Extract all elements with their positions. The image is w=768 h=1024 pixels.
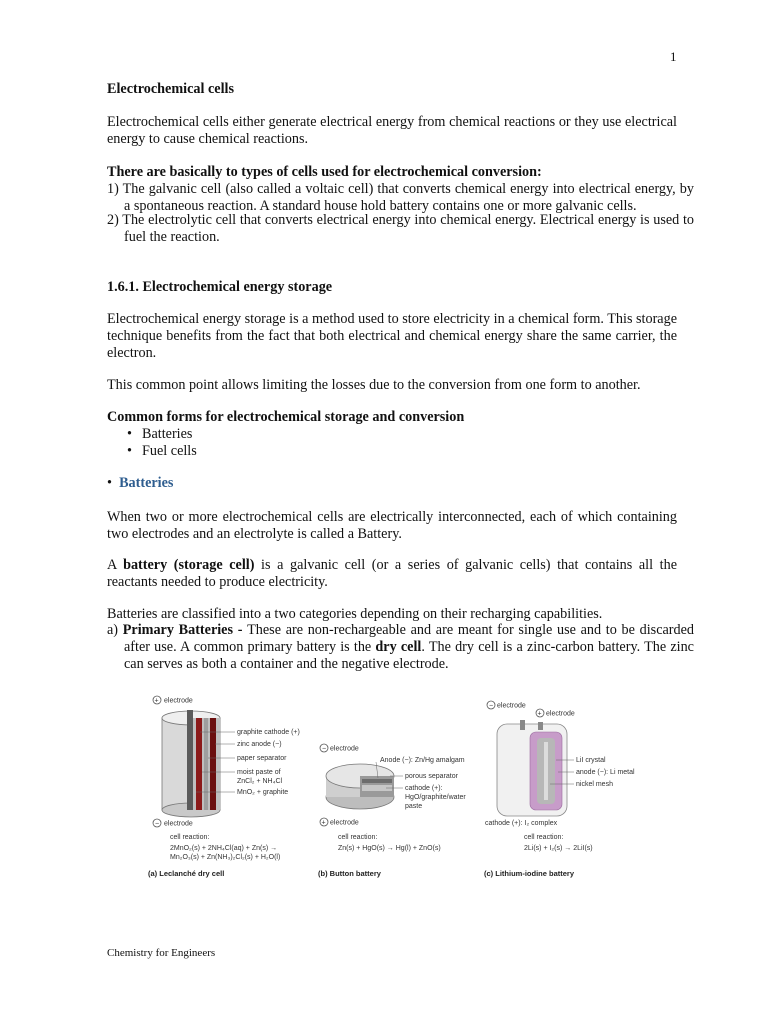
- li-plus-electrode-label: electrode: [546, 710, 575, 718]
- cell-type-galvanic: 1) The galvanic cell (also called a voltaic cell) that converts chemical energy into electrical energy, by a spontaneous reaction. A standard house hold battery contains one or more galvanic cells.: [107, 181, 694, 214]
- section-heading: 1.6.1. Electrochemical energy storage: [107, 279, 333, 295]
- intro-paragraph: Electrochemical cells either generate electrical energy from chemical reactions or they use electrical energy to cause chemical reactions.: [107, 114, 677, 147]
- button-reaction-title: cell reaction:: [338, 834, 378, 841]
- primary-term: Primary Batteries -: [122, 622, 248, 638]
- svg-text:+: +: [321, 819, 326, 827]
- primary-text-1: These are non-rechargeable and are meant for single use and to be discarded after use. A common primary battery is the: [124, 622, 694, 655]
- forms-list: [107, 426, 677, 460]
- storage-cell-paragraph: [107, 557, 677, 591]
- dry-cell-caption: (a) Leclanché dry cell: [148, 869, 225, 878]
- dry-cell-minus-electrode-label: electrode: [164, 820, 193, 828]
- li-reaction-line: 2Li(s) + I₂(s) → 2LiI(s): [524, 845, 593, 852]
- dry-cell-label: MnO₂ + graphite: [237, 789, 289, 796]
- battery-figure: [140, 684, 640, 884]
- li-reaction-title: cell reaction:: [524, 834, 564, 841]
- button-label: cathode (+):: [405, 785, 443, 792]
- dry-cell-label: zinc anode (−): [237, 741, 282, 748]
- dry-cell-label: paper separator: [237, 755, 287, 762]
- svg-text:−: −: [322, 745, 327, 753]
- dry-cell-reaction-line: 2MnO₂(s) + 2NH₄Cl(aq) + Zn(s) →: [170, 845, 278, 852]
- primary-batteries-paragraph: [107, 622, 694, 673]
- primary-label: a): [107, 622, 123, 638]
- li-caption: (c) Lithium-iodine battery: [484, 869, 574, 878]
- button-reaction-line: Zn(s) + HgO(s) → Hg(l) + ZnO(s): [338, 845, 441, 852]
- svg-text:−: −: [489, 702, 494, 710]
- storage-cell-term: battery (storage cell): [123, 557, 255, 573]
- storage-cell-prefix: A: [107, 557, 124, 573]
- cell-type-electrolytic: 2) The electrolytic cell that converts electrical energy into chemical energy. Electrical energy is used to fuel the reaction.: [107, 212, 694, 245]
- page-title: Electrochemical cells: [107, 81, 234, 97]
- battery-definition-paragraph: When two or more electrochemical cells are electrically interconnected, each of which containing two electrodes and an electrolyte is called a Battery.: [107, 509, 677, 542]
- cell-types-heading: There are basically to types of cells used for electrochemical conversion:: [107, 164, 542, 180]
- dry-cell-label: ZnCl₂ + NH₄Cl: [237, 778, 283, 785]
- list-item: • Fuel cells: [107, 443, 677, 460]
- dry-cell-reaction-title: cell reaction:: [170, 834, 210, 841]
- button-label: paste: [405, 803, 423, 810]
- common-point-paragraph: This common point allows limiting the losses due to the conversion from one form to another.: [107, 377, 641, 393]
- lithium-iodine-diagram: [484, 701, 635, 878]
- button-battery-diagram: [318, 744, 466, 878]
- dry-cell-plus-electrode-label: electrode: [164, 697, 193, 705]
- primary-text-2: . The dry cell is a zinc-carbon battery. The zinc can serves as both a container and the negative electrode.: [124, 639, 694, 672]
- svg-text:+: +: [537, 710, 542, 718]
- button-label: HgO/graphite/water: [405, 794, 466, 801]
- list-item: • Batteries: [107, 426, 677, 443]
- button-label: Anode (−): Zn/Hg amalgam: [380, 757, 465, 764]
- batteries-heading: • Batteries: [107, 475, 174, 491]
- li-label: anode (−): Li metal: [576, 769, 635, 776]
- dry-cell-diagram: [148, 696, 300, 878]
- dry-cell-reaction-line: Mn₂O₃(s) + Zn(NH₃)₂Cl₂(s) + H₂O(l): [170, 854, 281, 861]
- button-label: porous separator: [405, 773, 458, 780]
- li-label: nickel mesh: [576, 781, 613, 788]
- dry-cell-label: graphite cathode (+): [237, 729, 300, 736]
- classified-paragraph: Batteries are classified into a two categories depending on their recharging capabilities.: [107, 606, 603, 622]
- dry-cell-label: moist paste of: [237, 769, 281, 776]
- svg-text:+: +: [154, 697, 159, 705]
- button-minus-electrode-label: electrode: [330, 745, 359, 753]
- li-cathode-label: cathode (+): I₂ complex: [485, 820, 558, 827]
- svg-text:−: −: [155, 820, 160, 828]
- li-minus-electrode-label: electrode: [497, 702, 526, 710]
- storage-paragraph: Electrochemical energy storage is a method used to store electricity in a chemical form. This storage technique benefits from the fact that both electrical and chemical energy share the same carrier, the electron.: [107, 311, 677, 361]
- batteries-heading-text: Batteries: [119, 475, 174, 491]
- button-caption: (b) Button battery: [318, 869, 381, 878]
- button-plus-electrode-label: electrode: [330, 819, 359, 827]
- forms-heading: Common forms for electrochemical storage and conversion: [107, 409, 465, 425]
- page-number: 1: [670, 49, 677, 64]
- dry-cell-term: dry cell: [375, 639, 422, 655]
- li-label: LiI crystal: [576, 757, 606, 764]
- footer: Chemistry for Engineers: [107, 947, 216, 959]
- storage-cell-rest: is a galvanic cell (or a series of galvanic cells) that contains all the reactants needed to produce electricity.: [107, 557, 677, 590]
